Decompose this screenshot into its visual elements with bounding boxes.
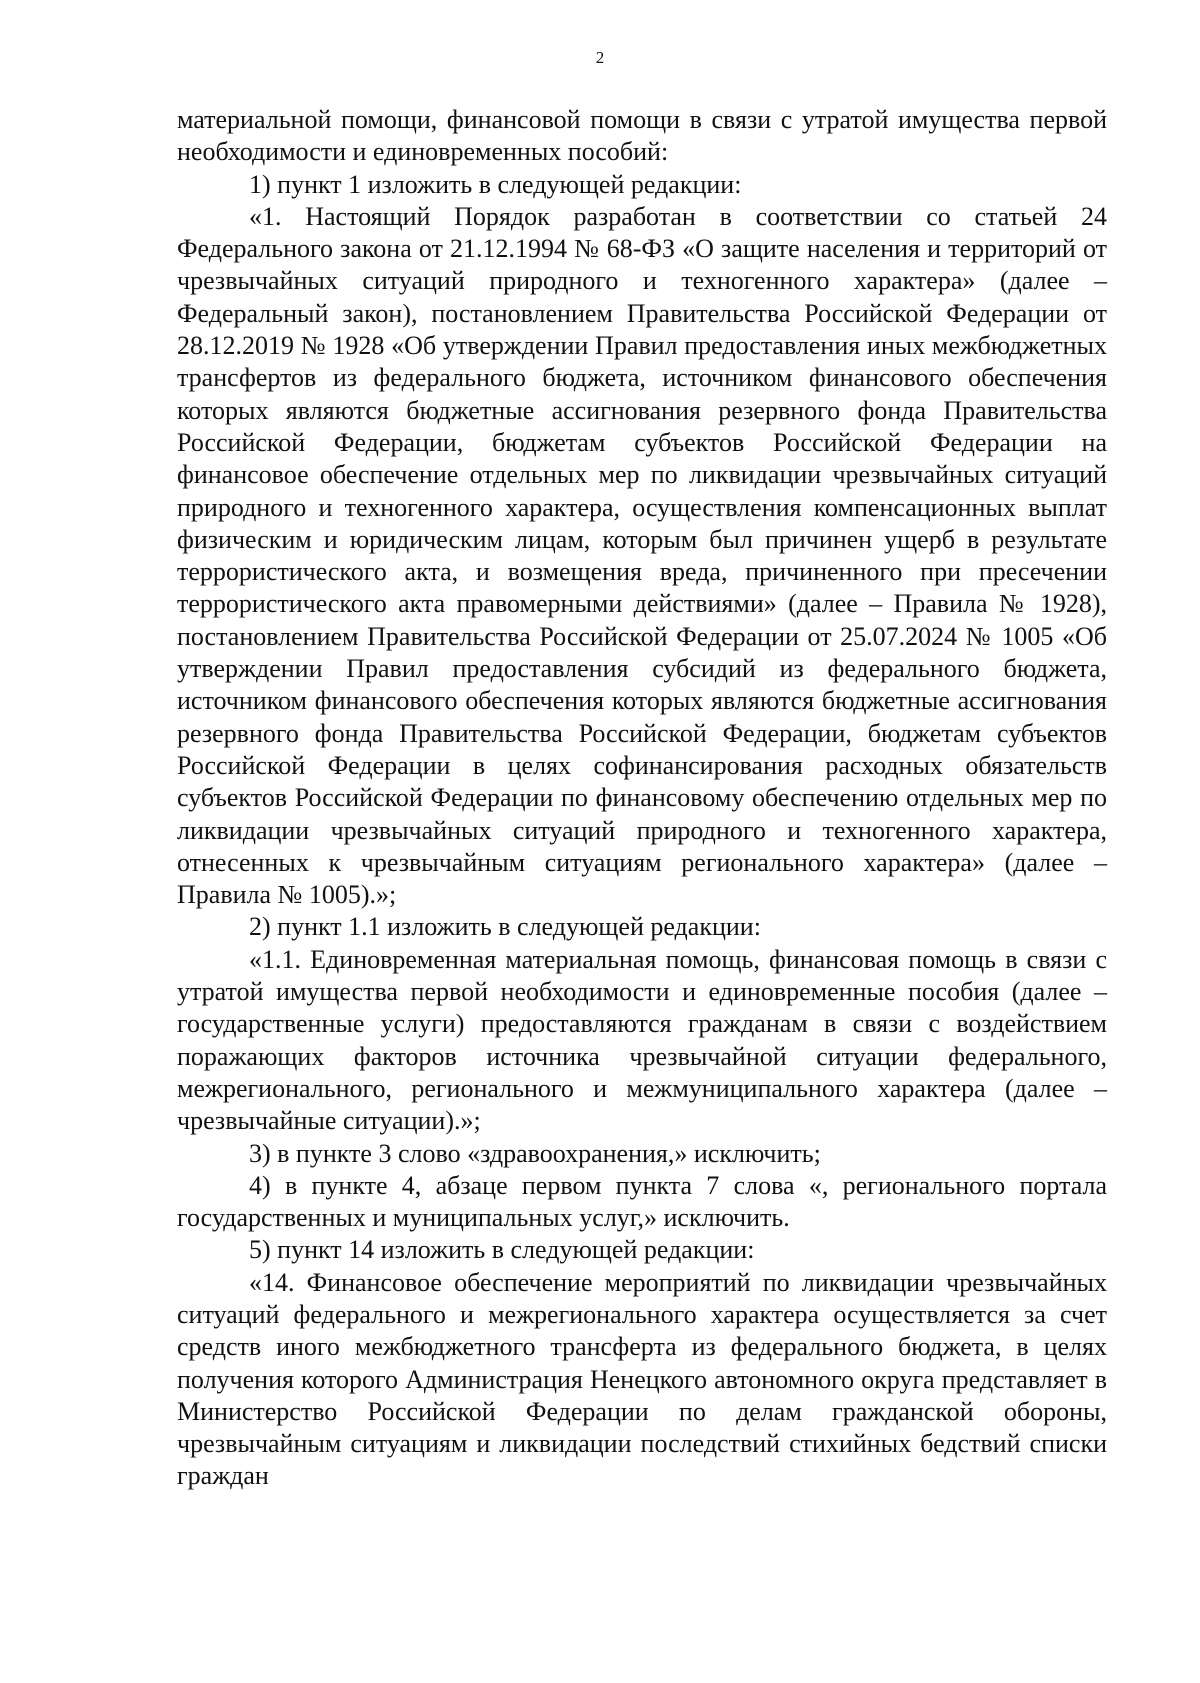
document-body <box>177 104 1107 1493</box>
quoted-clause-14: «14. Финансовое обеспечение мероприятий по ликвидации чрезвычайных ситуаций федерального и межрегионального характера осуществляется за счет средств иного межбюджетного трансферта из федерального бюджета, в целях получения которого Администрация Ненецкого автономного округа представляет в Министерство Российской Федерации по делам гражданской обороны, чрезвычайным ситуациям и ликвидации последствий стихийных бедствий списки граждан <box>177 1267 1107 1491</box>
paragraph-continuation: материальной помощи, финансовой помощи в связи с утратой имущества первой необходимости и единовременных пособий: <box>177 105 1107 167</box>
amendment-item-4: 4) в пункте 4, абзаце первом пункта 7 слова «, регионального портала государственных и муниципальных услуг,» исключить. <box>177 1170 1107 1233</box>
quoted-clause-1: «1. Настоящий Порядок разработан в соответствии со статьей 24 Федерального закона от 21.12.1994 № 68-ФЗ «О защите населения и территорий от чрезвычайных ситуаций природного и техногенного характера» (далее – Федеральный закон), постановлением Правительства Российской Федерации от 28.12.2019 № 1928 «Об утверждении Правил предоставления иных межбюджетных трансфертов из федерального бюджета, источником финансового обеспечения которых являются бюджетные ассигнования резервного фонда Правительства Российской Федерации, бюджетам субъектов Российской Федерации на финансовое обеспечение отдельных мер по ликвидации чрезвычайных ситуаций природного и техногенного характера, осуществления компенсационных выплат физическим и юридическим лицам, которым был причинен ущерб в результате террористического акта, и возмещения вреда, причиненного при пресечении террористического акта правомерными действиями» (далее – Правила № 1928), постановлением Правительства Российской Федерации от 25.07.2024 № 1005 «Об утверждении Правил предоставления субсидий из федерального бюджета, источником финансового обеспечения которых являются бюджетные ассигнования резервного фонда Правительства Российской Федерации, бюджетам субъектов Российской Федерации в целях софинансирования расходных обязательств субъектов Российской Федерации по финансовому обеспечению отдельных мер по ликвидации чрезвычайных ситуаций природного и техногенного характера, отнесенных к чрезвычайным ситуациям регионального характера» (далее – Правила № 1005).»; <box>177 201 1107 910</box>
amendment-item-1: 1) пункт 1 изложить в следующей редакции: <box>249 169 742 199</box>
amendment-item-3: 3) в пункте 3 слово «здравоохранения,» исключить; <box>249 1138 821 1168</box>
quoted-clause-1-1: «1.1. Единовременная материальная помощь, финансовая помощь в связи с утратой имущества первой необходимости и единовременные пособия (далее – государственные услуги) предоставляются гражданам в связи с воздействием поражающих факторов источника чрезвычайной ситуации федерального, межрегионального, регионального и межмуниципального характера (далее – чрезвычайные ситуации).»; <box>177 944 1107 1136</box>
page-number: 2 <box>595 48 605 67</box>
amendment-item-2: 2) пункт 1.1 изложить в следующей редакции: <box>249 912 761 942</box>
amendment-item-5: 5) пункт 14 изложить в следующей редакции: <box>249 1235 755 1265</box>
